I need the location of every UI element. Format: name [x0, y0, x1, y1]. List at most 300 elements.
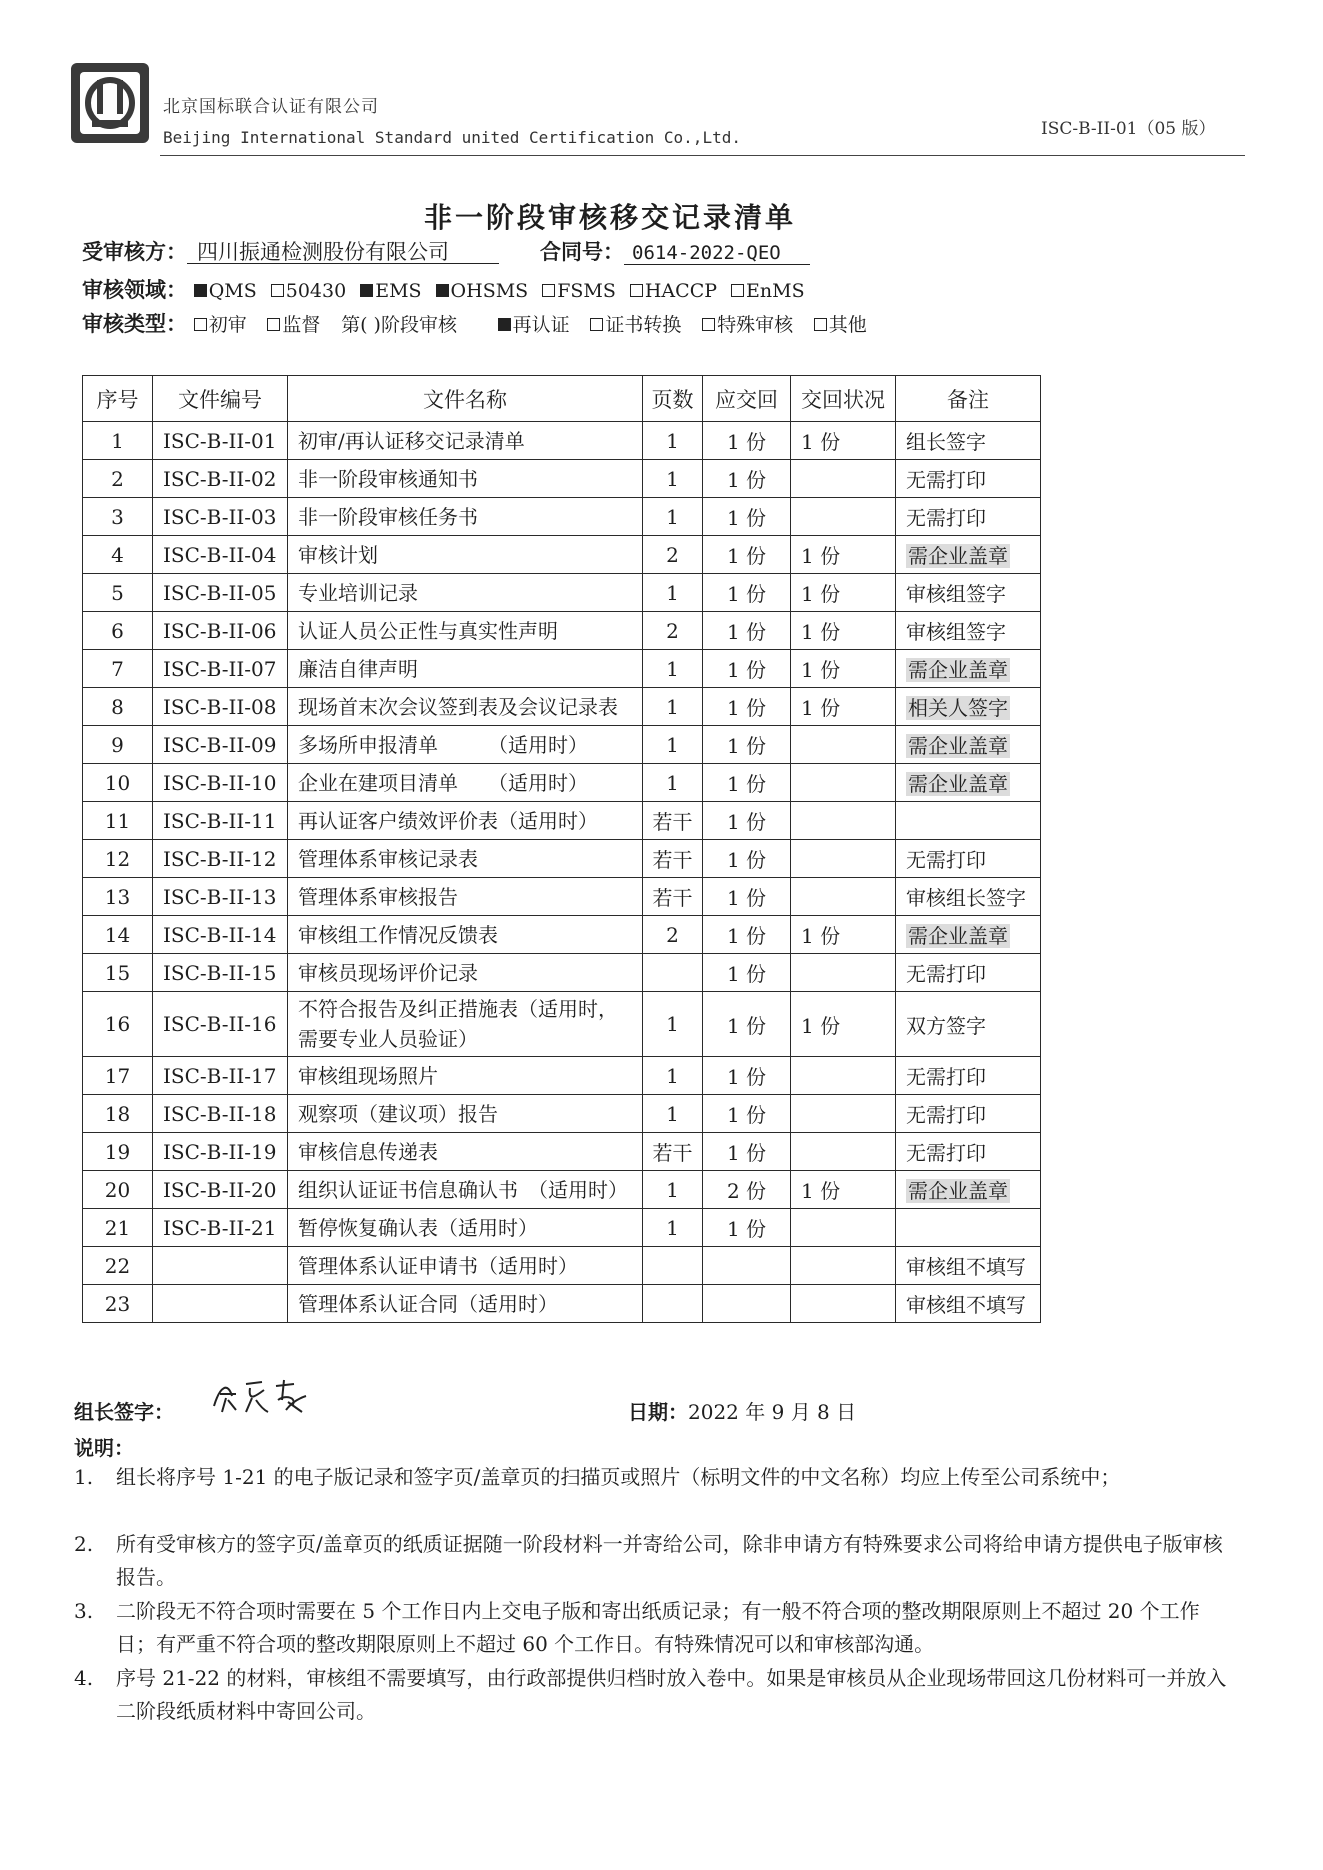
row-pages-text: 1	[666, 1063, 679, 1088]
row-due	[703, 1057, 791, 1095]
checkbox-checked-icon	[360, 284, 373, 297]
row-code-text: ISC-B-II-07	[163, 656, 277, 681]
checkbox-icon	[194, 318, 207, 331]
row-pages	[643, 688, 703, 726]
row-due	[703, 878, 791, 916]
field-option-label: QMS	[208, 280, 257, 302]
contract-line	[540, 240, 810, 265]
row-pages	[643, 574, 703, 612]
row-note	[896, 574, 1041, 612]
table-row	[83, 498, 1041, 536]
row-pages-text: 若干	[652, 886, 693, 910]
row-returned	[791, 916, 896, 954]
client-label: 受审核方：	[82, 240, 187, 264]
checkbox-icon	[267, 318, 280, 331]
row-due	[703, 612, 791, 650]
row-due	[703, 1247, 791, 1285]
table-row	[83, 840, 1041, 878]
row-code-text: ISC-B-II-03	[163, 504, 277, 529]
row-name	[288, 536, 643, 574]
header-note: 备注	[896, 376, 1041, 422]
field-option-label: EnMS	[746, 280, 805, 302]
table-row	[83, 878, 1041, 916]
type-option-initial[interactable]	[194, 313, 247, 337]
field-option-label: EMS	[375, 280, 422, 302]
header-name: 文件名称	[288, 376, 643, 422]
field-option-ems[interactable]	[360, 279, 421, 303]
row-note-text: 无需打印	[906, 848, 986, 872]
row-name	[288, 1285, 643, 1323]
row-name-text: 非一阶段审核任务书	[298, 504, 478, 529]
row-returned	[791, 536, 896, 574]
audit-types-line	[82, 312, 881, 337]
row-returned	[791, 1057, 896, 1095]
row-returned-text: 1 份	[801, 582, 841, 606]
row-returned	[791, 954, 896, 992]
row-code	[153, 422, 288, 460]
row-pages-text: 1	[666, 1101, 679, 1126]
row-no-text: 19	[104, 1139, 131, 1164]
row-due	[703, 992, 791, 1057]
note-text: 所有受审核方的签字页/盖章页的纸质证据随一阶段材料一并寄给公司，除非申请方有特殊要求公司将给申请方提供电子版审核报告。	[116, 1532, 1223, 1589]
row-due	[703, 802, 791, 840]
row-due-text: 1 份	[726, 696, 767, 720]
row-no	[83, 460, 153, 498]
row-note-text: 相关人签字	[908, 696, 1008, 720]
row-note-text: 需企业盖章	[908, 658, 1008, 682]
row-due	[703, 688, 791, 726]
header-no: 序号	[83, 376, 153, 422]
row-due	[703, 764, 791, 802]
audit-types-label: 审核类型：	[82, 312, 187, 336]
row-pages-text: 2	[666, 922, 679, 947]
row-pages	[643, 460, 703, 498]
row-name	[288, 1171, 643, 1209]
row-code-text: ISC-B-II-01	[163, 428, 277, 453]
row-name-text: 审核组工作情况反馈表	[298, 922, 498, 947]
checkbox-icon	[702, 318, 715, 331]
table-row	[83, 1247, 1041, 1285]
header-due: 应交回	[703, 376, 791, 422]
date-value: 2022 年 9 月 8 日	[688, 1400, 857, 1424]
row-due	[703, 1095, 791, 1133]
note-text: 序号 21-22 的材料，审核组不需要填写，由行政部提供归档时放入卷中。如果是审核员从企业现场带回这几份材料可一并放入二阶段纸质材料中寄回公司。	[116, 1666, 1227, 1723]
field-option-fsms[interactable]	[542, 279, 616, 303]
note-item: 1. 组长将序号 1-21 的电子版记录和签字页/盖章页的扫描页或照片（标明文件的中文名称）均应上传至公司系统中；	[74, 1461, 1234, 1494]
row-name-text: 认证人员公正性与真实性声明	[298, 618, 558, 643]
row-pages	[643, 878, 703, 916]
row-returned	[791, 764, 896, 802]
row-no	[83, 688, 153, 726]
table-row	[83, 536, 1041, 574]
row-name-text: 审核员现场评价记录	[298, 960, 478, 985]
row-returned	[791, 1171, 896, 1209]
note-item: 4. 序号 21-22 的材料，审核组不需要填写，由行政部提供归档时放入卷中。如果是审核员从企业现场带回这几份材料可一并放入二阶段纸质材料中寄回公司。	[74, 1662, 1234, 1728]
row-code-text: ISC-B-II-11	[163, 808, 277, 833]
row-returned	[791, 498, 896, 536]
row-note-text: 审核组长签字	[906, 886, 1026, 910]
handover-table	[82, 375, 1041, 1323]
field-option-haccp[interactable]	[630, 279, 717, 303]
row-pages	[643, 726, 703, 764]
table-row	[83, 574, 1041, 612]
row-note-text: 审核组签字	[906, 620, 1006, 644]
audit-fields-options	[194, 278, 819, 302]
row-pages-text: 1	[666, 1012, 679, 1036]
checkbox-checked-icon	[436, 284, 449, 297]
field-option-qms[interactable]	[194, 279, 257, 303]
company-name-en: Beijing International Standard united Certification Co.,Ltd.	[163, 128, 741, 147]
type-option-label: 特殊审核	[717, 314, 794, 336]
type-option-other[interactable]	[814, 313, 867, 337]
row-returned-text: 1 份	[801, 924, 841, 948]
table-header-row	[83, 376, 1041, 422]
row-no	[83, 1095, 153, 1133]
field-option-ohsms[interactable]	[436, 279, 529, 303]
row-pages	[643, 840, 703, 878]
row-no-text: 15	[104, 960, 131, 985]
row-no	[83, 498, 153, 536]
row-returned	[791, 1133, 896, 1171]
row-code	[153, 1133, 288, 1171]
audit-fields-label: 审核领域：	[82, 278, 187, 302]
row-note	[896, 954, 1041, 992]
checkbox-icon	[731, 284, 744, 297]
date-label: 日期：	[628, 1400, 688, 1424]
row-due	[703, 1133, 791, 1171]
row-code	[153, 726, 288, 764]
row-returned	[791, 1095, 896, 1133]
row-no	[83, 954, 153, 992]
leader-sign-label: 组长签字：	[74, 1400, 174, 1424]
field-option-label: OHSMS	[450, 280, 529, 302]
row-pages	[643, 612, 703, 650]
field-option-label: 50430	[285, 280, 347, 302]
row-note	[896, 1057, 1041, 1095]
row-pages	[643, 954, 703, 992]
row-name	[288, 612, 643, 650]
row-note	[896, 650, 1041, 688]
row-pages	[643, 1209, 703, 1247]
field-option-enms[interactable]	[731, 279, 805, 303]
row-note	[896, 1171, 1041, 1209]
row-name-text: 管理体系审核记录表	[298, 846, 478, 871]
row-code	[153, 954, 288, 992]
row-note-text: 审核组签字	[906, 582, 1006, 606]
row-pages	[643, 498, 703, 536]
row-pages	[643, 1057, 703, 1095]
row-no	[83, 992, 153, 1057]
row-no-text: 10	[104, 770, 131, 795]
row-no-text: 13	[104, 884, 131, 909]
row-name-text: 暂停恢复确认表（适用时）	[298, 1215, 538, 1240]
row-due-text: 1 份	[726, 962, 767, 986]
row-name-text: 现场首末次会议签到表及会议记录表	[298, 694, 618, 719]
row-name	[288, 726, 643, 764]
checkbox-checked-icon	[498, 318, 511, 331]
row-pages-text: 1	[666, 1177, 679, 1202]
row-no-text: 23	[104, 1291, 131, 1316]
row-no	[83, 536, 153, 574]
note-text: 组长将序号 1-21 的电子版记录和签字页/盖章页的扫描页或照片（标明文件的中文名称）均应上传至公司系统中；	[116, 1465, 1121, 1489]
row-code-text: ISC-B-II-15	[163, 960, 277, 985]
row-code	[153, 802, 288, 840]
row-name	[288, 460, 643, 498]
row-due-text: 1 份	[726, 582, 767, 606]
row-name-text: 初审/再认证移交记录清单	[298, 428, 525, 453]
row-code	[153, 764, 288, 802]
row-no-text: 6	[111, 618, 124, 643]
row-returned	[791, 1247, 896, 1285]
row-no-text: 16	[104, 1012, 131, 1036]
row-returned-text: 1 份	[801, 620, 841, 644]
row-due-text: 1 份	[726, 886, 767, 910]
row-returned-text: 1 份	[801, 1179, 841, 1203]
row-pages-text: 1	[666, 466, 679, 491]
table-row	[83, 1095, 1041, 1133]
row-code-text: ISC-B-II-13	[163, 884, 277, 909]
row-returned	[791, 1209, 896, 1247]
header-returned: 交回状况	[791, 376, 896, 422]
row-code	[153, 650, 288, 688]
row-no-text: 8	[111, 694, 124, 719]
row-name	[288, 1209, 643, 1247]
header-code: 文件编号	[153, 376, 288, 422]
row-code	[153, 1247, 288, 1285]
row-no-text: 14	[104, 922, 131, 947]
row-due	[703, 916, 791, 954]
row-returned-text: 1 份	[801, 658, 841, 682]
row-pages	[643, 1133, 703, 1171]
row-name-text: 审核计划	[298, 542, 378, 567]
row-no-text: 17	[104, 1063, 131, 1088]
row-code-text: ISC-B-II-16	[163, 1012, 277, 1036]
row-pages-text: 1	[666, 694, 679, 719]
field-option-50430[interactable]	[271, 279, 346, 303]
row-name-text: 专业培训记录	[298, 580, 418, 605]
row-pages-text: 1	[666, 580, 679, 605]
row-code-text: ISC-B-II-06	[163, 618, 277, 643]
row-note-text: 无需打印	[906, 1103, 986, 1127]
row-note-text: 无需打印	[906, 962, 986, 986]
row-code-text: ISC-B-II-19	[163, 1139, 277, 1164]
checkbox-icon	[590, 318, 603, 331]
row-no-text: 11	[104, 808, 131, 833]
row-returned	[791, 802, 896, 840]
row-pages	[643, 802, 703, 840]
row-returned	[791, 878, 896, 916]
row-code-text: ISC-B-II-14	[163, 922, 277, 947]
table-row	[83, 954, 1041, 992]
checkbox-icon	[271, 284, 284, 297]
row-due-text: 1 份	[726, 620, 767, 644]
table-row	[83, 1285, 1041, 1323]
row-code	[153, 916, 288, 954]
table-row	[83, 916, 1041, 954]
table-row	[83, 688, 1041, 726]
company-logo-icon	[68, 60, 152, 146]
row-no	[83, 574, 153, 612]
row-returned	[791, 840, 896, 878]
row-no	[83, 1171, 153, 1209]
row-note-text: 无需打印	[906, 468, 986, 492]
row-pages	[643, 650, 703, 688]
row-returned-text: 1 份	[801, 430, 841, 454]
row-returned	[791, 574, 896, 612]
row-due-text: 1 份	[726, 1141, 767, 1165]
row-name	[288, 954, 643, 992]
row-note	[896, 992, 1041, 1057]
row-name	[288, 650, 643, 688]
row-no	[83, 1209, 153, 1247]
row-name-text: 审核信息传递表	[298, 1139, 438, 1164]
row-code	[153, 498, 288, 536]
type-option-special[interactable]	[702, 313, 793, 337]
row-code	[153, 1095, 288, 1133]
type-option-label: 初审	[208, 314, 247, 336]
row-note	[896, 1209, 1041, 1247]
row-pages-text: 若干	[652, 1141, 693, 1165]
row-note-text: 审核组不填写	[906, 1255, 1026, 1279]
contract-number-field: 0614-2022-QEO	[624, 242, 810, 265]
row-code-text: ISC-B-II-10	[163, 770, 277, 795]
row-name	[288, 422, 643, 460]
row-code	[153, 574, 288, 612]
row-code	[153, 1057, 288, 1095]
row-pages-text: 2	[666, 542, 679, 567]
row-due	[703, 650, 791, 688]
table-row	[83, 422, 1041, 460]
row-no-text: 1	[111, 428, 124, 453]
row-name	[288, 878, 643, 916]
row-note	[896, 726, 1041, 764]
row-due-text: 1 份	[726, 544, 767, 568]
row-pages	[643, 1171, 703, 1209]
row-no	[83, 840, 153, 878]
row-code-text: ISC-B-II-18	[163, 1101, 277, 1126]
row-no	[83, 422, 153, 460]
table-row	[83, 802, 1041, 840]
table-row	[83, 1133, 1041, 1171]
row-pages	[643, 422, 703, 460]
row-name	[288, 992, 643, 1057]
row-name-text: 审核组现场照片	[298, 1063, 438, 1088]
row-note	[896, 688, 1041, 726]
row-returned-text: 1 份	[801, 544, 841, 568]
row-pages-text: 1	[666, 770, 679, 795]
row-pages	[643, 992, 703, 1057]
row-pages	[643, 916, 703, 954]
row-due-text: 1 份	[726, 430, 767, 454]
contract-label: 合同号：	[540, 240, 624, 264]
note-item: 2. 所有受审核方的签字页/盖章页的纸质证据随一阶段材料一并寄给公司，除非申请方有特殊要求公司将给申请方提供电子版审核报告。	[74, 1528, 1234, 1594]
row-code-text: ISC-B-II-20	[163, 1177, 277, 1202]
row-due	[703, 574, 791, 612]
document-code: ISC-B-II-01（05 版）	[1041, 119, 1216, 139]
table-row	[83, 1171, 1041, 1209]
row-due	[703, 1285, 791, 1323]
audit-fields-line	[82, 278, 819, 303]
field-option-label: HACCP	[644, 280, 718, 302]
client-name-field: 四川振通检测股份有限公司	[187, 241, 499, 264]
row-no-text: 7	[111, 656, 124, 681]
row-due-text: 1 份	[726, 1103, 767, 1127]
row-due	[703, 1171, 791, 1209]
row-note	[896, 1285, 1041, 1323]
row-due-text: 2 份	[726, 1179, 767, 1203]
row-name-text: 多场所申报清单 （适用时）	[298, 732, 588, 757]
row-no-text: 3	[111, 504, 124, 529]
row-pages	[643, 764, 703, 802]
row-name-text: 组织认证证书信息确认书 （适用时）	[298, 1177, 628, 1202]
row-note	[896, 536, 1041, 574]
company-name-cn: 北京国标联合认证有限公司	[163, 97, 379, 117]
field-option-label: FSMS	[557, 280, 616, 302]
row-name-text: 管理体系认证合同（适用时）	[298, 1291, 558, 1316]
row-due-text: 1 份	[726, 658, 767, 682]
header-divider	[160, 155, 1245, 156]
row-code-text: ISC-B-II-08	[163, 694, 277, 719]
row-due	[703, 954, 791, 992]
row-name	[288, 1095, 643, 1133]
row-code	[153, 1285, 288, 1323]
row-name-text: 不符合报告及纠正措施表（适用时，需要专业人员验证）	[298, 997, 618, 1051]
row-note-text: 需企业盖章	[908, 1179, 1008, 1203]
type-option-surveillance[interactable]	[267, 313, 320, 337]
row-note	[896, 878, 1041, 916]
row-pages-text: 1	[666, 504, 679, 529]
row-name	[288, 1133, 643, 1171]
row-name	[288, 916, 643, 954]
row-name-text: 管理体系认证申请书（适用时）	[298, 1253, 578, 1278]
row-pages-text: 1	[666, 732, 679, 757]
row-name-text: 再认证客户绩效评价表（适用时）	[298, 808, 598, 833]
row-no	[83, 916, 153, 954]
row-code-text: ISC-B-II-02	[163, 466, 277, 491]
row-pages	[643, 1095, 703, 1133]
row-pages	[643, 536, 703, 574]
row-returned	[791, 1285, 896, 1323]
row-pages-text: 1	[666, 656, 679, 681]
row-no	[83, 1133, 153, 1171]
type-option-transfer[interactable]	[590, 313, 681, 337]
row-returned-text: 1 份	[801, 1013, 841, 1038]
row-code-text: ISC-B-II-04	[163, 542, 277, 567]
row-name	[288, 1247, 643, 1285]
checkbox-icon	[814, 318, 827, 331]
row-code-text: ISC-B-II-05	[163, 580, 277, 605]
row-note-text: 需企业盖章	[908, 544, 1008, 568]
row-no	[83, 878, 153, 916]
row-due-text: 1 份	[726, 1013, 767, 1038]
row-name-text: 观察项（建议项）报告	[298, 1101, 498, 1126]
row-due-text: 1 份	[726, 924, 767, 948]
row-code-text: ISC-B-II-17	[163, 1063, 277, 1088]
table-row	[83, 1209, 1041, 1247]
type-option-recertification[interactable]	[498, 313, 570, 337]
row-due-text: 1 份	[726, 1065, 767, 1089]
row-note	[896, 802, 1041, 840]
note-text: 二阶段无不符合项时需要在 5 个工作日内上交电子版和寄出纸质记录；有一般不符合项的整改期限原则上不超过 20 个工作日；有严重不符合项的整改期限原则上不超过 60 个工作日。有特殊情况可以和审核部沟通。	[116, 1599, 1200, 1656]
row-note	[896, 460, 1041, 498]
row-note	[896, 422, 1041, 460]
row-name-text: 管理体系审核报告	[298, 884, 458, 909]
row-code	[153, 688, 288, 726]
row-note-text: 无需打印	[906, 506, 986, 530]
row-code-text: ISC-B-II-21	[163, 1215, 277, 1240]
table-row	[83, 650, 1041, 688]
row-note-text: 需企业盖章	[908, 734, 1008, 758]
